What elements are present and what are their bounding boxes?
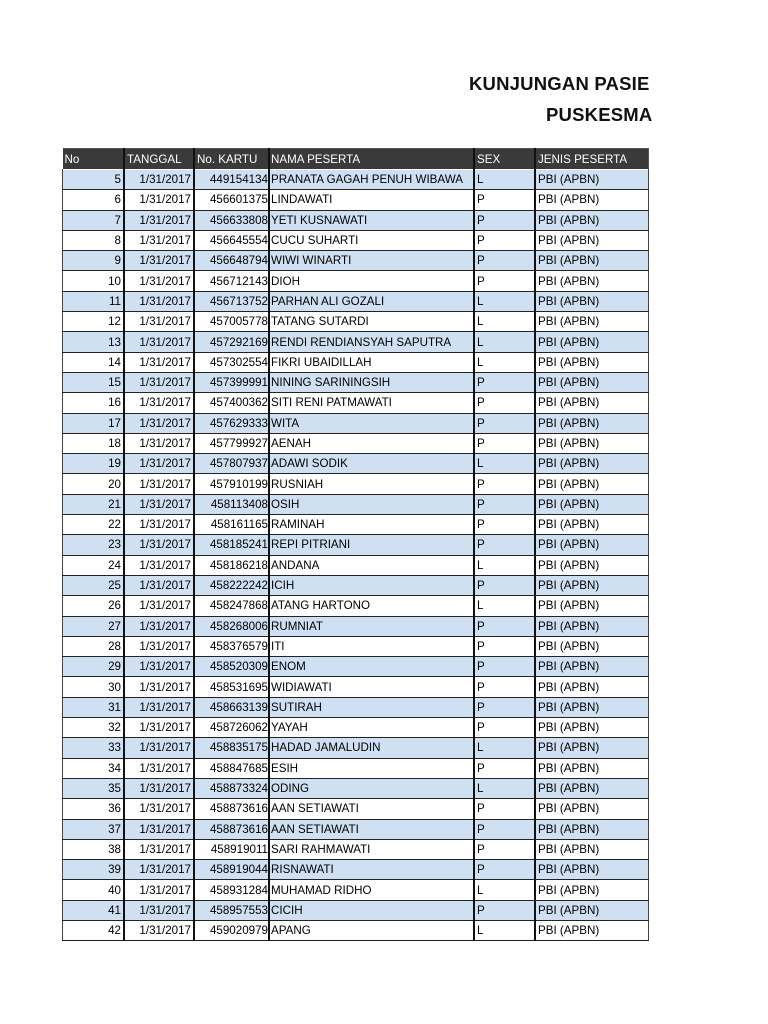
cell-tanggal: 1/31/2017 [124,799,194,819]
cell-jenis-peserta: PBI (APBN) [535,860,649,880]
cell-no-kartu: 457292169 [194,332,269,352]
cell-jenis-peserta: PBI (APBN) [535,880,649,900]
table-row [63,697,649,717]
cell-no-kartu: 456601375 [194,190,269,210]
table-row [63,758,649,778]
cell-tanggal: 1/31/2017 [124,251,194,271]
cell-nama-peserta: TATANG SUTARDI [269,312,474,332]
cell-sex: L [474,555,535,575]
cell-tanggal: 1/31/2017 [124,880,194,900]
column-header-no-kartu: No. KARTU [194,149,269,170]
cell-jenis-peserta: PBI (APBN) [535,799,649,819]
table-row [63,575,649,595]
cell-no: 34 [63,758,125,778]
cell-sex: P [474,718,535,738]
cell-no: 18 [63,433,125,453]
cell-tanggal: 1/31/2017 [124,718,194,738]
cell-nama-peserta: FIKRI UBAIDILLAH [269,352,474,372]
cell-tanggal: 1/31/2017 [124,677,194,697]
cell-nama-peserta: ODING [269,778,474,798]
cell-nama-peserta: RISNAWATI [269,860,474,880]
cell-no-kartu: 458222242 [194,575,269,595]
cell-jenis-peserta: PBI (APBN) [535,332,649,352]
cell-nama-peserta: ENOM [269,657,474,677]
cell-sex: L [474,352,535,372]
cell-nama-peserta: CUCU SUHARTI [269,230,474,250]
cell-sex: P [474,758,535,778]
cell-jenis-peserta: PBI (APBN) [535,616,649,636]
cell-nama-peserta: CICIH [269,900,474,920]
cell-no: 13 [63,332,125,352]
patient-visit-table [62,148,649,941]
cell-jenis-peserta: PBI (APBN) [535,575,649,595]
cell-jenis-peserta: PBI (APBN) [535,494,649,514]
cell-tanggal: 1/31/2017 [124,900,194,920]
cell-sex: P [474,636,535,656]
cell-no-kartu: 458161165 [194,515,269,535]
cell-nama-peserta: REPI PITRIANI [269,535,474,555]
cell-no: 25 [63,575,125,595]
cell-tanggal: 1/31/2017 [124,474,194,494]
cell-tanggal: 1/31/2017 [124,454,194,474]
table-row [63,555,649,575]
cell-nama-peserta: WIWI WINARTI [269,251,474,271]
cell-no-kartu: 458113408 [194,494,269,514]
table-row [63,515,649,535]
table-row [63,535,649,555]
cell-no: 22 [63,515,125,535]
cell-nama-peserta: SUTIRAH [269,697,474,717]
cell-no-kartu: 458520309 [194,657,269,677]
cell-no-kartu: 458376579 [194,636,269,656]
table-row [63,433,649,453]
cell-no-kartu: 457302554 [194,352,269,372]
cell-no-kartu: 458847685 [194,758,269,778]
cell-nama-peserta: PRANATA GAGAH PENUH WIBAWA [269,170,474,190]
cell-sex: L [474,920,535,940]
cell-no-kartu: 457799927 [194,433,269,453]
cell-tanggal: 1/31/2017 [124,839,194,859]
cell-sex: P [474,535,535,555]
cell-jenis-peserta: PBI (APBN) [535,596,649,616]
table-row [63,920,649,940]
table-row [63,271,649,291]
cell-tanggal: 1/31/2017 [124,393,194,413]
cell-sex: P [474,677,535,697]
cell-no-kartu: 456633808 [194,210,269,230]
cell-sex: P [474,799,535,819]
cell-no: 26 [63,596,125,616]
cell-no-kartu: 457005778 [194,312,269,332]
cell-nama-peserta: HADAD JAMALUDIN [269,738,474,758]
cell-no: 15 [63,372,125,392]
cell-no-kartu: 449154134 [194,170,269,190]
cell-no: 40 [63,880,125,900]
table-row [63,839,649,859]
cell-sex: P [474,251,535,271]
cell-sex: P [474,860,535,880]
cell-jenis-peserta: PBI (APBN) [535,839,649,859]
cell-jenis-peserta: PBI (APBN) [535,657,649,677]
cell-no-kartu: 456712143 [194,271,269,291]
cell-sex: P [474,210,535,230]
cell-no: 5 [63,170,125,190]
cell-no: 33 [63,738,125,758]
cell-tanggal: 1/31/2017 [124,515,194,535]
cell-nama-peserta: DIOH [269,271,474,291]
cell-no: 23 [63,535,125,555]
table-row [63,291,649,311]
table-row [63,474,649,494]
table-row [63,778,649,798]
cell-jenis-peserta: PBI (APBN) [535,210,649,230]
column-header-tanggal: TANGGAL [124,149,194,170]
cell-tanggal: 1/31/2017 [124,758,194,778]
table-row [63,352,649,372]
cell-jenis-peserta: PBI (APBN) [535,819,649,839]
table-row [63,251,649,271]
cell-no: 16 [63,393,125,413]
cell-tanggal: 1/31/2017 [124,697,194,717]
cell-sex: L [474,738,535,758]
cell-sex: P [474,494,535,514]
cell-no-kartu: 458873616 [194,799,269,819]
table-row [63,636,649,656]
cell-jenis-peserta: PBI (APBN) [535,636,649,656]
cell-jenis-peserta: PBI (APBN) [535,393,649,413]
cell-jenis-peserta: PBI (APBN) [535,251,649,271]
cell-jenis-peserta: PBI (APBN) [535,413,649,433]
cell-tanggal: 1/31/2017 [124,413,194,433]
cell-no-kartu: 458726062 [194,718,269,738]
cell-no: 27 [63,616,125,636]
table-row [63,230,649,250]
cell-jenis-peserta: PBI (APBN) [535,778,649,798]
table-row [63,372,649,392]
cell-jenis-peserta: PBI (APBN) [535,677,649,697]
cell-jenis-peserta: PBI (APBN) [535,900,649,920]
cell-no-kartu: 458185241 [194,535,269,555]
cell-tanggal: 1/31/2017 [124,575,194,595]
cell-sex: P [474,819,535,839]
cell-nama-peserta: ITI [269,636,474,656]
cell-no-kartu: 458957553 [194,900,269,920]
cell-sex: P [474,575,535,595]
cell-no-kartu: 458919044 [194,860,269,880]
cell-nama-peserta: RAMINAH [269,515,474,535]
cell-no: 17 [63,413,125,433]
cell-no: 24 [63,555,125,575]
cell-no: 38 [63,839,125,859]
cell-tanggal: 1/31/2017 [124,494,194,514]
cell-tanggal: 1/31/2017 [124,819,194,839]
cell-no: 10 [63,271,125,291]
cell-no: 9 [63,251,125,271]
cell-sex: P [474,697,535,717]
cell-no-kartu: 458531695 [194,677,269,697]
table-row [63,738,649,758]
cell-nama-peserta: SARI RAHMAWATI [269,839,474,859]
report-subtitle: PUSKESMA [546,104,653,125]
cell-no-kartu: 456648794 [194,251,269,271]
cell-no: 31 [63,697,125,717]
cell-sex: L [474,332,535,352]
cell-jenis-peserta: PBI (APBN) [535,454,649,474]
cell-no-kartu: 458931284 [194,880,269,900]
cell-tanggal: 1/31/2017 [124,555,194,575]
cell-no-kartu: 456713752 [194,291,269,311]
cell-no-kartu: 457400362 [194,393,269,413]
table-row [63,819,649,839]
cell-tanggal: 1/31/2017 [124,920,194,940]
cell-nama-peserta: YAYAH [269,718,474,738]
cell-nama-peserta: WITA [269,413,474,433]
column-header-nama-peserta: NAMA PESERTA [269,149,474,170]
cell-jenis-peserta: PBI (APBN) [535,718,649,738]
cell-nama-peserta: OSIH [269,494,474,514]
cell-sex: L [474,454,535,474]
cell-nama-peserta: ICIH [269,575,474,595]
cell-sex: P [474,900,535,920]
cell-nama-peserta: NINING SARININGSIH [269,372,474,392]
cell-tanggal: 1/31/2017 [124,352,194,372]
cell-jenis-peserta: PBI (APBN) [535,433,649,453]
table-row [63,677,649,697]
cell-nama-peserta: AAN SETIAWATI [269,819,474,839]
cell-nama-peserta: ADAWI SODIK [269,454,474,474]
cell-no: 6 [63,190,125,210]
table-row [63,494,649,514]
cell-tanggal: 1/31/2017 [124,596,194,616]
cell-no: 30 [63,677,125,697]
cell-no: 41 [63,900,125,920]
cell-tanggal: 1/31/2017 [124,312,194,332]
cell-tanggal: 1/31/2017 [124,636,194,656]
cell-no: 19 [63,454,125,474]
cell-tanggal: 1/31/2017 [124,291,194,311]
cell-no-kartu: 459020979 [194,920,269,940]
cell-sex: P [474,271,535,291]
cell-no: 14 [63,352,125,372]
table-row [63,880,649,900]
cell-no: 21 [63,494,125,514]
cell-jenis-peserta: PBI (APBN) [535,352,649,372]
cell-jenis-peserta: PBI (APBN) [535,758,649,778]
cell-no: 36 [63,799,125,819]
cell-tanggal: 1/31/2017 [124,190,194,210]
cell-tanggal: 1/31/2017 [124,860,194,880]
cell-tanggal: 1/31/2017 [124,778,194,798]
cell-jenis-peserta: PBI (APBN) [535,170,649,190]
cell-nama-peserta: ANDANA [269,555,474,575]
table-row [63,718,649,738]
cell-jenis-peserta: PBI (APBN) [535,271,649,291]
table-row [63,860,649,880]
cell-no: 29 [63,657,125,677]
cell-jenis-peserta: PBI (APBN) [535,555,649,575]
table-row [63,312,649,332]
cell-tanggal: 1/31/2017 [124,657,194,677]
cell-no: 32 [63,718,125,738]
cell-nama-peserta: AAN SETIAWATI [269,799,474,819]
cell-no-kartu: 457910199 [194,474,269,494]
cell-no: 11 [63,291,125,311]
cell-sex: L [474,170,535,190]
cell-sex: P [474,616,535,636]
table-row [63,657,649,677]
cell-no: 20 [63,474,125,494]
column-header-jenis-peserta: JENIS PESERTA [535,149,649,170]
table-row [63,900,649,920]
cell-no-kartu: 456645554 [194,230,269,250]
cell-nama-peserta: RUMNIAT [269,616,474,636]
cell-sex: P [474,372,535,392]
cell-jenis-peserta: PBI (APBN) [535,474,649,494]
cell-sex: L [474,291,535,311]
cell-nama-peserta: APANG [269,920,474,940]
cell-sex: P [474,839,535,859]
cell-no-kartu: 458919011 [194,839,269,859]
column-header-no: No [63,149,125,170]
cell-sex: P [474,230,535,250]
column-header-sex: SEX [474,149,535,170]
cell-no: 28 [63,636,125,656]
report-title: KUNJUNGAN PASIE [469,73,650,94]
table-row [63,596,649,616]
cell-no-kartu: 458247868 [194,596,269,616]
cell-nama-peserta: WIDIAWATI [269,677,474,697]
table-header-row [63,149,649,170]
cell-no-kartu: 457399991 [194,372,269,392]
cell-no-kartu: 458873324 [194,778,269,798]
cell-sex: P [474,393,535,413]
cell-tanggal: 1/31/2017 [124,616,194,636]
cell-nama-peserta: PARHAN ALI GOZALI [269,291,474,311]
cell-tanggal: 1/31/2017 [124,332,194,352]
cell-nama-peserta: YETI KUSNAWATI [269,210,474,230]
cell-no-kartu: 458873616 [194,819,269,839]
cell-jenis-peserta: PBI (APBN) [535,230,649,250]
cell-no: 7 [63,210,125,230]
cell-tanggal: 1/31/2017 [124,535,194,555]
cell-sex: P [474,474,535,494]
table-row [63,616,649,636]
cell-sex: P [474,515,535,535]
cell-no-kartu: 457807937 [194,454,269,474]
cell-nama-peserta: LINDAWATI [269,190,474,210]
cell-no-kartu: 458663139 [194,697,269,717]
cell-no-kartu: 457629333 [194,413,269,433]
cell-nama-peserta: SITI RENI PATMAWATI [269,393,474,413]
cell-jenis-peserta: PBI (APBN) [535,738,649,758]
cell-no: 37 [63,819,125,839]
cell-sex: L [474,880,535,900]
table-row [63,332,649,352]
cell-sex: P [474,657,535,677]
cell-no: 12 [63,312,125,332]
table-row [63,393,649,413]
cell-jenis-peserta: PBI (APBN) [535,190,649,210]
cell-jenis-peserta: PBI (APBN) [535,312,649,332]
cell-jenis-peserta: PBI (APBN) [535,697,649,717]
table-row [63,413,649,433]
cell-jenis-peserta: PBI (APBN) [535,515,649,535]
cell-jenis-peserta: PBI (APBN) [535,920,649,940]
table-row [63,190,649,210]
cell-tanggal: 1/31/2017 [124,210,194,230]
cell-jenis-peserta: PBI (APBN) [535,535,649,555]
cell-tanggal: 1/31/2017 [124,738,194,758]
cell-no-kartu: 458186218 [194,555,269,575]
cell-sex: P [474,433,535,453]
table-row [63,799,649,819]
cell-sex: P [474,190,535,210]
cell-nama-peserta: MUHAMAD RIDHO [269,880,474,900]
cell-tanggal: 1/31/2017 [124,271,194,291]
cell-sex: L [474,778,535,798]
cell-no: 39 [63,860,125,880]
cell-nama-peserta: ATANG HARTONO [269,596,474,616]
table-row [63,454,649,474]
cell-tanggal: 1/31/2017 [124,372,194,392]
cell-jenis-peserta: PBI (APBN) [535,372,649,392]
cell-sex: P [474,413,535,433]
cell-no: 35 [63,778,125,798]
cell-tanggal: 1/31/2017 [124,230,194,250]
cell-nama-peserta: AENAH [269,433,474,453]
cell-jenis-peserta: PBI (APBN) [535,291,649,311]
table-body [63,170,649,941]
cell-sex: L [474,596,535,616]
cell-tanggal: 1/31/2017 [124,433,194,453]
cell-no: 42 [63,920,125,940]
table-row [63,210,649,230]
table-row [63,170,649,190]
cell-nama-peserta: ESIH [269,758,474,778]
cell-nama-peserta: RUSNIAH [269,474,474,494]
cell-no: 8 [63,230,125,250]
cell-sex: L [474,312,535,332]
cell-no-kartu: 458835175 [194,738,269,758]
cell-no-kartu: 458268006 [194,616,269,636]
cell-tanggal: 1/31/2017 [124,170,194,190]
cell-nama-peserta: RENDI RENDIANSYAH SAPUTRA [269,332,474,352]
